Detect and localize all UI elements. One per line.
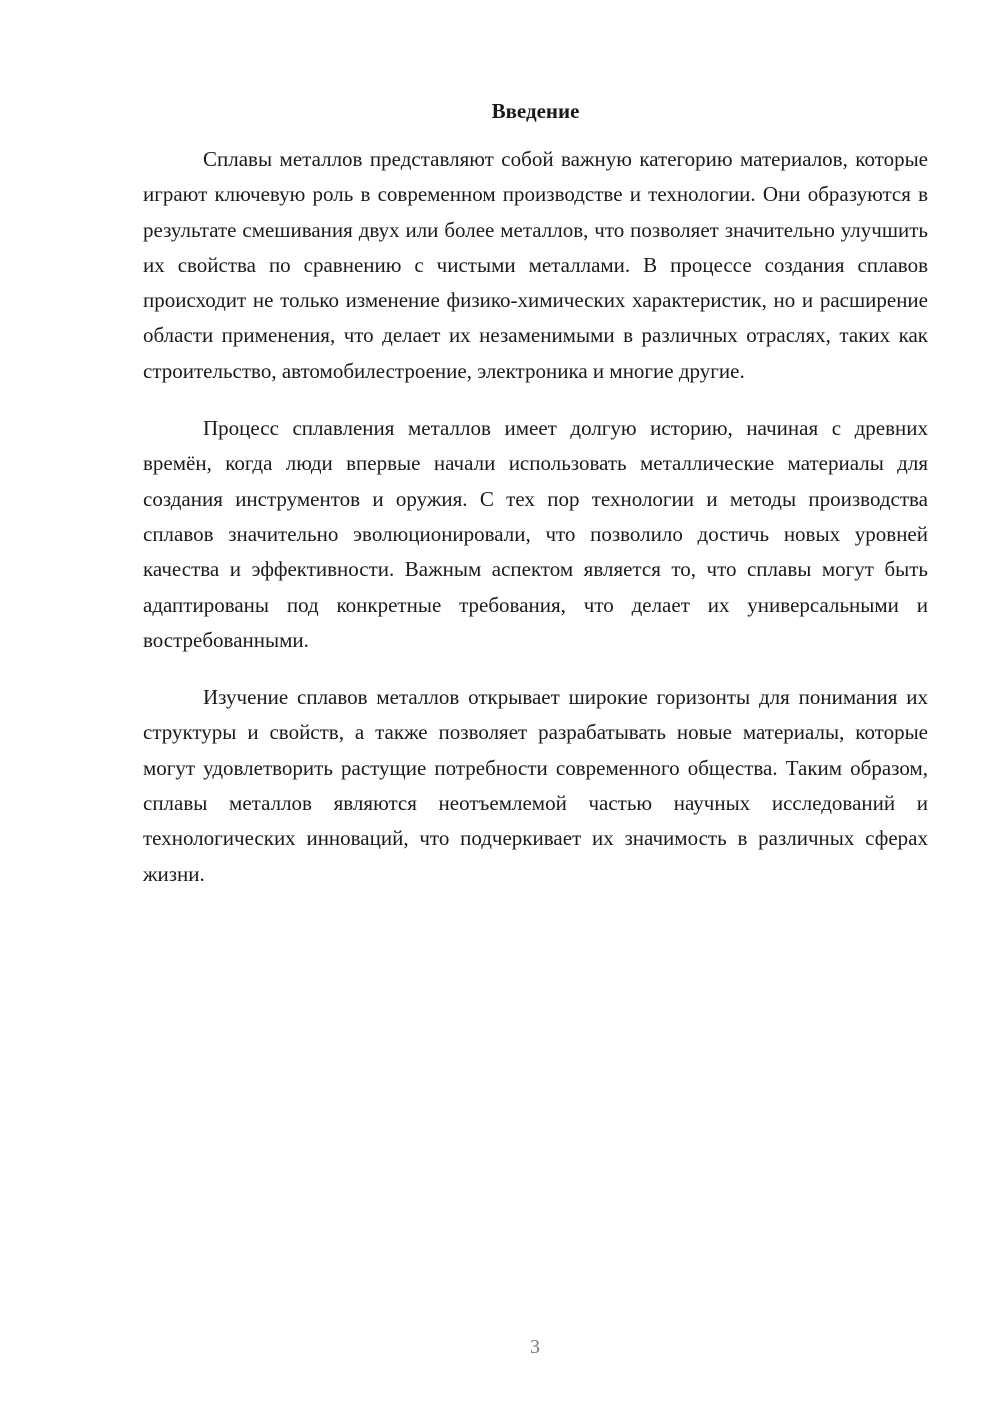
paragraph: Процесс сплавления металлов имеет долгую историю, начиная с древних времён, когда люди впервые начали использовать металлические материалы для создания инструментов и оружия. С тех пор технологии и методы производства сплавов значительно эволюционировали, что позволило достичь новых уровней качества и эффективности. Важным аспектом является то, что сплавы могут быть адаптированы под конкретные требования, что делает их универсальными и востребованными.	[143, 416, 928, 652]
body-text	[143, 142, 928, 914]
page-number: 3	[530, 1336, 540, 1358]
paragraph: Сплавы металлов представляют собой важную категорию материалов, которые играют ключевую роль в современном производстве и технологии. Они образуются в результате смешивания двух или более металлов, что позволяет значительно улучшить их свойства по сравнению с чистыми металлами. В процессе создания сплавов происходит не только изменение физико-химических характеристик, но и расширение области применения, что делает их незаменимыми в различных отраслях, таких как строительство, автомобилестроение, электроника и многие другие.	[143, 147, 928, 383]
paragraph: Изучение сплавов металлов открывает широкие горизонты для понимания их структуры и свойств, а также позволяет разрабатывать новые материалы, которые могут удовлетворить растущие потребности современного общества. Таким образом, сплавы металлов являются неотъемлемой частью научных исследований и технологических инноваций, что подчеркивает их значимость в различных сферах жизни.	[143, 685, 928, 886]
section-heading: Введение	[491, 99, 580, 123]
